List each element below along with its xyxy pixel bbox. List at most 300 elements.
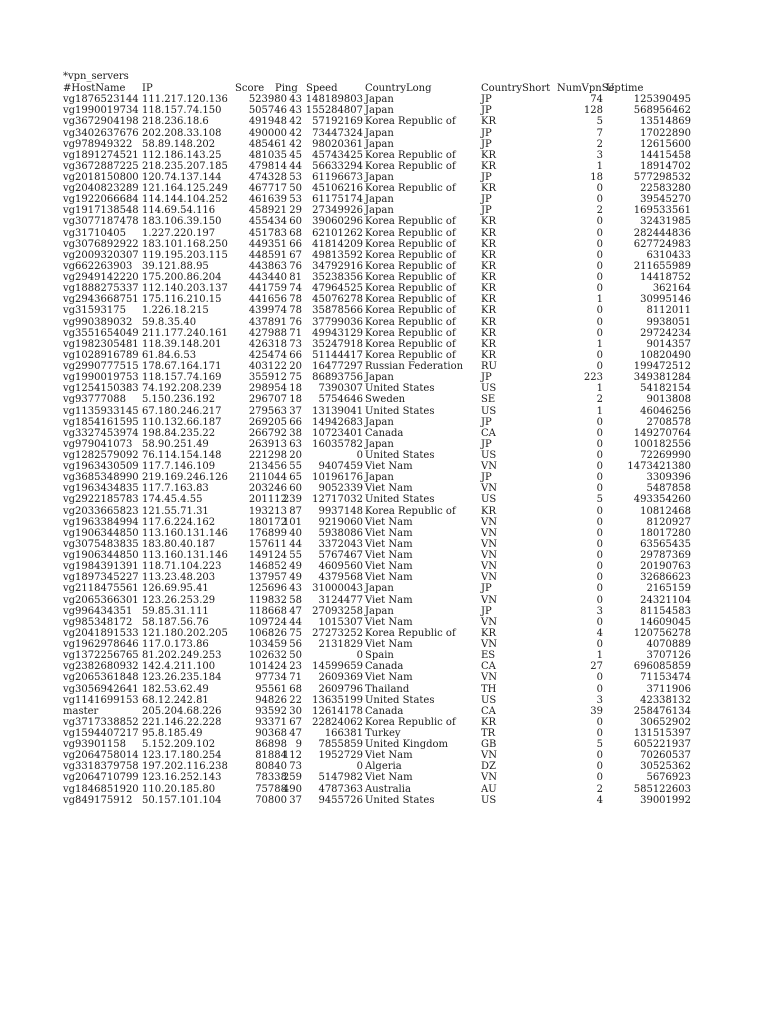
ip-address-cell: 123.16.252.143 [142, 772, 222, 784]
num-vpn-sessions-cell: 5 [596, 116, 603, 128]
country-long-cell: Korea Republic of [365, 227, 456, 239]
country-long-cell: United States [365, 450, 435, 461]
speed-cell: 62101262 [312, 227, 363, 239]
score-cell: 279563 [248, 405, 287, 417]
host-name-cell: vg3551654049 [63, 327, 139, 339]
uptime-cell: 149270764 [633, 427, 691, 439]
speed-cell: 5147982 [318, 772, 363, 784]
table-row [0, 161, 768, 172]
score-cell: 70800 [255, 794, 287, 806]
table-row [0, 784, 768, 795]
host-name-cell: vg3672904198 [63, 116, 139, 128]
table-row [0, 661, 768, 672]
host-name-cell: vg1888275337 [63, 283, 139, 295]
score-cell: 490000 [248, 127, 287, 139]
host-name-cell: vg31593175 [63, 305, 126, 317]
ip-address-cell: 174.45.4.55 [142, 494, 203, 506]
speed-cell: 13635199 [312, 694, 363, 706]
country-long-cell: Viet Nam [365, 616, 413, 628]
table-row [0, 695, 768, 706]
uptime-cell: 696085859 [633, 661, 691, 673]
uptime-cell: 8120927 [646, 516, 691, 528]
score-cell: 157611 [248, 538, 287, 550]
country-long-cell: Japan [365, 416, 394, 428]
country-long-cell: Korea Republic of [365, 249, 456, 261]
table-row [0, 728, 768, 739]
host-name-cell: vg1917138548 [63, 205, 139, 217]
ping-cell: 29 [289, 205, 302, 217]
host-name-cell: vg985348172 [63, 616, 133, 628]
num-vpn-sessions-cell: 0 [596, 272, 603, 283]
country-long-cell: Korea Republic of [365, 216, 456, 228]
table-row [0, 795, 768, 806]
num-vpn-sessions-cell: 4 [596, 627, 603, 639]
ip-address-cell: 219.169.246.126 [142, 472, 228, 484]
uptime-cell: 6310433 [646, 249, 691, 261]
column-header-uptime: Uptime [606, 83, 644, 94]
host-name-cell: vg1846851920 [63, 783, 139, 795]
country-short-cell: KR [481, 160, 496, 172]
country-short-cell: JP [481, 138, 492, 150]
country-long-cell: Russian Federation [365, 361, 464, 372]
country-long-cell: Korea Republic of [365, 160, 456, 172]
score-cell: 193213 [248, 505, 287, 517]
num-vpn-sessions-cell: 1 [596, 405, 603, 417]
num-vpn-sessions-cell: 0 [596, 583, 603, 595]
host-name-cell: vg1372256765 [63, 650, 139, 662]
num-vpn-sessions-cell: 0 [596, 283, 603, 295]
ip-address-cell: 114.69.54.116 [142, 205, 216, 217]
ip-address-cell: 121.164.125.249 [142, 183, 228, 195]
uptime-cell: 12615600 [640, 138, 691, 150]
uptime-cell: 18017280 [640, 527, 691, 539]
country-long-cell: Korea Republic of [365, 316, 456, 328]
country-short-cell: KR [481, 149, 496, 161]
table-row [0, 294, 768, 305]
country-long-cell: Japan [365, 472, 394, 484]
table-row [0, 239, 768, 250]
country-short-cell: VN [481, 572, 497, 584]
num-vpn-sessions-cell: 0 [596, 594, 603, 606]
country-long-cell: Japan [365, 194, 394, 206]
ip-address-cell: 118.71.104.223 [142, 561, 222, 573]
ping-cell: 259 [282, 772, 302, 784]
host-name-cell: vg2065361848 [63, 672, 139, 684]
score-cell: 443863 [248, 260, 287, 272]
ip-address-cell: 81.202.249.253 [142, 650, 222, 662]
speed-cell: 37799036 [312, 316, 363, 328]
score-cell: 106826 [248, 627, 287, 639]
num-vpn-sessions-cell: 0 [596, 416, 603, 428]
country-long-cell: Australia [365, 783, 411, 795]
uptime-cell: 71153474 [640, 672, 691, 684]
num-vpn-sessions-cell: 0 [596, 461, 603, 473]
num-vpn-sessions-cell: 0 [596, 194, 603, 206]
ip-address-cell: 58.187.56.76 [142, 616, 209, 628]
table-row [0, 550, 768, 561]
speed-cell: 155284807 [305, 105, 363, 117]
host-name-cell: vg1876523144 [63, 94, 139, 106]
uptime-cell: 3707126 [646, 650, 691, 662]
ping-cell: 18 [289, 394, 302, 406]
num-vpn-sessions-cell: 0 [596, 216, 603, 228]
country-short-cell: RU [481, 361, 497, 372]
ping-cell: 38 [289, 427, 302, 439]
country-long-cell: Viet Nam [365, 750, 413, 762]
table-row [0, 183, 768, 194]
ip-address-cell: 112.186.143.25 [142, 149, 222, 161]
score-cell: 455434 [248, 216, 287, 228]
ip-address-cell: 121.180.202.205 [142, 627, 228, 639]
score-cell: 94826 [255, 694, 287, 706]
host-name-cell: vg1906344850 [63, 527, 139, 539]
speed-cell: 9407459 [318, 461, 363, 473]
host-name-cell: vg3075483835 [63, 538, 139, 550]
table-row [0, 572, 768, 583]
country-long-cell: Canada [365, 705, 404, 717]
country-short-cell: CA [481, 705, 496, 717]
num-vpn-sessions-cell: 0 [596, 316, 603, 328]
ip-address-cell: 117.6.224.162 [142, 516, 216, 528]
ip-address-cell: 67.180.246.217 [142, 405, 222, 417]
host-name-cell: vg1897345227 [63, 572, 139, 584]
country-short-cell: VN [481, 561, 497, 573]
score-cell: 479814 [248, 160, 287, 172]
country-short-cell: GB [481, 739, 497, 751]
column-header-host-name: #HostName [63, 83, 126, 94]
uptime-cell: 199472512 [633, 361, 691, 372]
table-row [0, 506, 768, 517]
country-long-cell: United States [365, 405, 435, 417]
country-short-cell: US [481, 794, 497, 806]
table-row [0, 116, 768, 127]
country-short-cell: JP [481, 583, 492, 595]
uptime-cell: 10820490 [640, 349, 691, 361]
country-long-cell: United States [365, 383, 435, 395]
country-short-cell: VN [481, 550, 497, 561]
speed-cell: 3124477 [318, 594, 363, 606]
score-cell: 137957 [248, 572, 287, 584]
ping-cell: 42 [289, 127, 302, 139]
country-short-cell: US [481, 383, 497, 395]
table-row [0, 328, 768, 339]
country-short-cell: VN [481, 461, 497, 473]
score-cell: 426318 [248, 338, 287, 350]
host-name-cell: vg3672887225 [63, 160, 139, 172]
host-name-cell: vg2065366301 [63, 594, 139, 606]
ip-address-cell: 126.69.95.41 [142, 583, 209, 595]
ping-cell: 50 [289, 650, 302, 662]
speed-cell: 86893756 [312, 372, 363, 384]
ping-cell: 45 [289, 149, 302, 161]
uptime-cell: 18914702 [640, 160, 691, 172]
ping-cell: 40 [289, 527, 302, 539]
host-name-cell: vg1854161595 [63, 416, 139, 428]
country-short-cell: US [481, 450, 497, 461]
host-name-cell: vg3077187478 [63, 216, 139, 228]
speed-cell: 3372043 [318, 538, 363, 550]
table-row [0, 317, 768, 328]
score-cell: 86898 [255, 739, 287, 751]
ping-cell: 37 [289, 794, 302, 806]
num-vpn-sessions-cell: 1 [596, 294, 603, 306]
score-cell: 439974 [248, 305, 287, 317]
host-name-cell: vg996434351 [63, 605, 133, 617]
ip-address-cell: 113.160.131.146 [142, 550, 228, 561]
score-cell: 118668 [248, 605, 287, 617]
ip-address-cell: 119.195.203.115 [142, 249, 228, 261]
score-cell: 437891 [248, 316, 287, 328]
host-name-cell: vg1282579092 [63, 450, 139, 461]
country-short-cell: KR [481, 216, 496, 228]
table-row [0, 628, 768, 639]
ip-address-cell: 123.26.253.29 [142, 594, 216, 606]
host-name-cell: vg990389032 [63, 316, 133, 328]
score-cell: 449351 [248, 238, 287, 250]
uptime-cell: 169533561 [633, 205, 691, 217]
uptime-cell: 2165159 [646, 583, 691, 595]
ping-cell: 42 [289, 138, 302, 150]
ip-address-cell: 113.23.48.203 [142, 572, 216, 584]
table-row [0, 394, 768, 405]
ip-address-cell: 117.0.173.86 [142, 639, 209, 650]
num-vpn-sessions-cell: 1 [596, 338, 603, 350]
uptime-cell: 63565435 [640, 538, 691, 550]
table-row [0, 150, 768, 161]
speed-cell: 9052339 [318, 483, 363, 495]
country-long-cell: Korea Republic of [365, 338, 456, 350]
host-name-cell: vg2064710799 [63, 772, 139, 784]
country-long-cell: Japan [365, 372, 394, 384]
num-vpn-sessions-cell: 0 [596, 260, 603, 272]
ping-cell: 44 [289, 616, 302, 628]
score-cell: 425474 [248, 349, 287, 361]
country-short-cell: US [481, 405, 497, 417]
column-header-score: Score [235, 83, 265, 94]
table-row [0, 205, 768, 216]
country-short-cell: KR [481, 283, 496, 295]
uptime-cell: 54182154 [640, 383, 691, 395]
score-cell: 213456 [248, 461, 287, 473]
country-short-cell: KR [481, 305, 496, 317]
ip-address-cell: 183.106.39.150 [142, 216, 222, 228]
country-long-cell: Viet Nam [365, 572, 413, 584]
country-short-cell: JP [481, 105, 492, 117]
country-short-cell: JP [481, 94, 492, 106]
ip-address-cell: 76.114.154.148 [142, 450, 222, 461]
ip-address-cell: 118.39.148.201 [142, 338, 222, 350]
country-short-cell: US [481, 494, 497, 506]
num-vpn-sessions-cell: 4 [596, 794, 603, 806]
ping-cell: 81 [289, 272, 302, 283]
speed-cell: 13139041 [312, 405, 363, 417]
speed-cell: 9219060 [318, 516, 363, 528]
host-name-cell: vg1984391391 [63, 561, 139, 573]
uptime-cell: 30525362 [640, 761, 691, 773]
ip-address-cell: 123.26.235.184 [142, 672, 222, 684]
host-name-cell: vg1135933145 [63, 405, 139, 417]
host-name-cell: vg3076892922 [63, 238, 139, 250]
column-header-country-long: CountryLong [365, 83, 432, 94]
score-cell: 491948 [248, 116, 287, 128]
ip-address-cell: 59.8.35.40 [142, 316, 197, 328]
num-vpn-sessions-cell: 0 [596, 538, 603, 550]
country-long-cell: Viet Nam [365, 639, 413, 650]
speed-cell: 148189803 [305, 94, 363, 106]
num-vpn-sessions-cell: 0 [596, 505, 603, 517]
ip-address-cell: 112.140.203.137 [142, 283, 228, 295]
score-cell: 461639 [248, 194, 287, 206]
speed-cell: 10723401 [312, 427, 363, 439]
score-cell: 263913 [248, 438, 287, 450]
country-short-cell: VN [481, 527, 497, 539]
score-cell: 427988 [248, 327, 287, 339]
ping-cell: 490 [282, 783, 302, 795]
country-short-cell: VN [481, 639, 497, 650]
speed-cell: 45743425 [312, 149, 363, 161]
country-long-cell: Korea Republic of [365, 272, 456, 283]
host-name-cell: vg1891274521 [63, 149, 139, 161]
speed-cell: 35238356 [312, 272, 363, 283]
host-name-cell: vg2009320307 [63, 249, 139, 261]
uptime-cell: 349381284 [633, 372, 691, 384]
uptime-cell: 10812468 [640, 505, 691, 517]
score-cell: 448591 [248, 249, 287, 261]
speed-cell: 16477297 [312, 361, 363, 372]
score-cell: 269205 [248, 416, 287, 428]
score-cell: 403122 [248, 361, 287, 372]
ip-address-cell: 175.116.210.15 [142, 294, 222, 306]
speed-cell: 27349926 [312, 205, 363, 217]
num-vpn-sessions-cell: 128 [583, 105, 603, 117]
ping-cell: 66 [289, 416, 302, 428]
table-row [0, 772, 768, 783]
score-cell: 93592 [255, 705, 287, 717]
country-short-cell: KR [481, 260, 496, 272]
country-long-cell: Japan [365, 172, 394, 183]
country-long-cell: United States [365, 794, 435, 806]
ping-cell: 73 [289, 338, 302, 350]
num-vpn-sessions-cell: 39 [590, 705, 603, 717]
num-vpn-sessions-cell: 0 [596, 561, 603, 573]
speed-cell: 98020361 [312, 138, 363, 150]
country-short-cell: DZ [481, 761, 496, 773]
speed-cell: 9937148 [318, 505, 363, 517]
uptime-cell: 282444836 [633, 227, 691, 239]
country-long-cell: Korea Republic of [365, 327, 456, 339]
host-name-cell: vg1963434835 [63, 483, 139, 495]
table-row [0, 639, 768, 650]
ping-cell: 239 [282, 494, 302, 506]
speed-cell: 35878566 [312, 305, 363, 317]
country-long-cell: Viet Nam [365, 550, 413, 561]
num-vpn-sessions-cell: 2 [596, 394, 603, 406]
speed-cell: 14942683 [312, 416, 363, 428]
speed-cell: 49943129 [312, 327, 363, 339]
host-name-cell: vg2040823289 [63, 183, 139, 195]
table-row [0, 261, 768, 272]
table-row [0, 383, 768, 394]
ip-address-cell: 198.84.235.22 [142, 427, 216, 439]
table-row [0, 595, 768, 606]
country-short-cell: SE [481, 394, 496, 406]
uptime-cell: 2708578 [646, 416, 691, 428]
uptime-cell: 17022890 [640, 127, 691, 139]
num-vpn-sessions-cell: 0 [596, 450, 603, 461]
ip-address-cell: 218.235.207.185 [142, 160, 228, 172]
ping-cell: 55 [289, 461, 302, 473]
host-name-cell: vg2943668751 [63, 294, 139, 306]
table-row [0, 139, 768, 150]
ip-address-cell: 118.157.74.169 [142, 372, 222, 384]
ping-cell: 68 [289, 227, 302, 239]
table-row [0, 606, 768, 617]
uptime-cell: 258476134 [633, 705, 691, 717]
country-short-cell: KR [481, 505, 496, 517]
speed-cell: 7390307 [318, 383, 363, 395]
uptime-cell: 32686623 [640, 572, 691, 584]
speed-cell: 10196176 [312, 472, 363, 484]
host-name-cell: vg2033665823 [63, 505, 139, 517]
score-cell: 211044 [248, 472, 287, 484]
speed-cell: 0 [356, 450, 363, 461]
uptime-cell: 577298532 [633, 172, 691, 183]
host-name-cell: vg1254150383 [63, 383, 139, 395]
ip-address-cell: 110.132.66.187 [142, 416, 222, 428]
country-short-cell: KR [481, 627, 496, 639]
uptime-cell: 362164 [652, 283, 691, 295]
score-cell: 102632 [248, 650, 287, 662]
uptime-cell: 72269990 [640, 450, 691, 461]
table-row [0, 528, 768, 539]
country-short-cell: KR [481, 227, 496, 239]
table-row [0, 472, 768, 483]
speed-cell: 41814209 [312, 238, 363, 250]
table-row [0, 761, 768, 772]
country-long-cell: Viet Nam [365, 461, 413, 473]
table-row [0, 539, 768, 550]
speed-cell: 4379568 [318, 572, 363, 584]
speed-cell: 12614178 [312, 705, 363, 717]
score-cell: 95561 [255, 683, 287, 695]
host-name-cell: vg2041891533 [63, 627, 139, 639]
ping-cell: 58 [289, 594, 302, 606]
host-name-cell: vg1141699153 [63, 694, 139, 706]
country-short-cell: KR [481, 327, 496, 339]
table-row [0, 172, 768, 183]
ping-cell: 63 [289, 438, 302, 450]
num-vpn-sessions-cell: 0 [596, 483, 603, 495]
uptime-cell: 493354260 [633, 494, 691, 506]
country-short-cell: KR [481, 272, 496, 283]
num-vpn-sessions-cell: 0 [596, 305, 603, 317]
ping-cell: 55 [289, 550, 302, 561]
num-vpn-sessions-cell: 0 [596, 516, 603, 528]
score-cell: 523980 [248, 94, 287, 106]
score-cell: 458921 [248, 205, 287, 217]
ip-address-cell: 205.204.68.226 [142, 705, 222, 717]
score-cell: 201112 [248, 494, 287, 506]
uptime-cell: 568956462 [633, 105, 691, 117]
num-vpn-sessions-cell: 0 [596, 438, 603, 450]
ip-address-cell: 50.157.101.104 [142, 794, 222, 806]
country-long-cell: Korea Republic of [365, 305, 456, 317]
score-cell: 176899 [248, 527, 287, 539]
score-cell: 119832 [248, 594, 287, 606]
ping-cell: 23 [289, 661, 302, 673]
ip-address-cell: 1.227.220.197 [142, 227, 216, 239]
num-vpn-sessions-cell: 1 [596, 650, 603, 662]
